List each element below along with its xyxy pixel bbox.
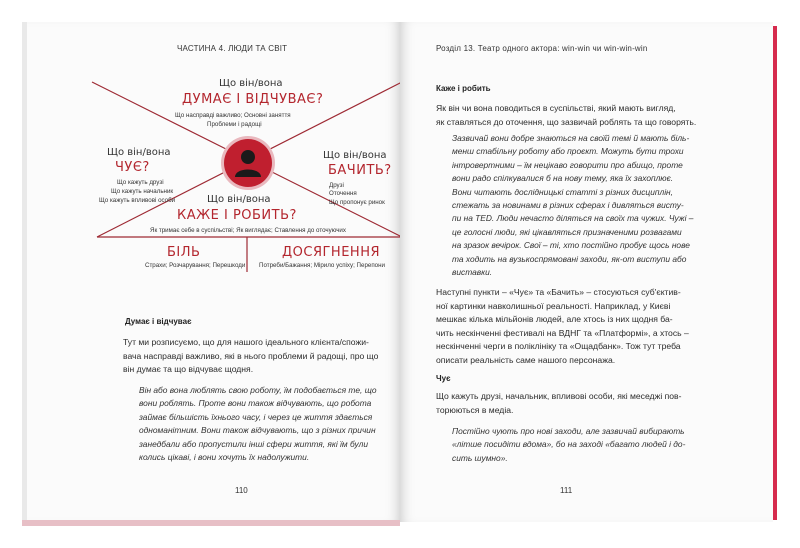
text-line: вони роблять. Проте вони також відчувають, що робота	[139, 398, 372, 409]
text-line: Постійно чують про нові заходи, але зазвичай вибирають	[452, 426, 685, 436]
hear-question: Що він/вона	[107, 147, 171, 158]
text-line: колись цікаві, і вони хочуть їх надолужити.	[139, 452, 310, 463]
see-line2: Оточення	[329, 190, 357, 197]
text-line: займає більшість їхнього часу, і через це життя здається	[139, 411, 373, 422]
pain-title: БІЛЬ	[167, 245, 201, 260]
hear-line3: Що кажуть впливові особи	[99, 197, 176, 204]
text-line: нескінченні черги в поліклініку та «Ощадбанк». Тож тут треба	[436, 341, 681, 352]
text-line: Вони читають дослідницькі статті з різних дисциплін,	[452, 186, 673, 197]
text-line: менш стабільну роботу або проєкт. Можуть бути трохи	[452, 146, 684, 157]
see-line1: Друзі	[329, 182, 344, 189]
text-line: він думає та що відчуває щодня.	[123, 364, 254, 375]
hear-body	[436, 390, 681, 417]
think-body	[123, 336, 378, 377]
text-line: мешкає кілька мільйонів людей, але хтось із них щодня ба-	[436, 314, 673, 325]
right-running-head: Розділ 13. Театр одного актора: win-win чи win-win-win	[436, 44, 648, 53]
hear-line1: Що кажуть друзі	[117, 179, 164, 186]
text-line: одноманітним. Вони також відчувають, що з різних причин	[139, 425, 376, 436]
text-line: це голосні люди, які цікавляться призначеними розвагами	[452, 226, 682, 237]
page-number-right: 111	[560, 486, 573, 495]
text-line: чить нескінченні фестивалі на ВДНГ та «Платформі», а хтось –	[436, 327, 689, 338]
right-page	[400, 22, 773, 522]
text-line: стежать за новинами в різних сферах і дивляться висту-	[452, 200, 684, 211]
say-line1: Як тримає себе в суспільстві; Як виглядає; Ставлення до оточуючих	[150, 227, 346, 234]
say-section-heading: Каже і робить	[436, 84, 491, 93]
text-line: та ходить на вузькоспрямовані заходи, як-от виступи або	[452, 253, 687, 264]
text-line: описати реальність саме нашого персонажа.	[436, 354, 616, 365]
empathy-map-diagram	[27, 22, 405, 322]
see-line3: Що пропонує ринок	[329, 199, 385, 206]
text-line: ної картинки навколишньої реальності. Наприклад, у Києві	[436, 300, 671, 311]
text-line: занедбали або пропустили інші сфери життя, які їм були	[139, 438, 368, 449]
text-line: вача насправді важливо, які в нього проблеми й радощі, про що	[123, 350, 379, 361]
think-line2: Проблеми і радощі	[207, 121, 262, 128]
text-line: як ставляться до оточення, що зазвичай роблять та що говорять.	[436, 116, 697, 127]
think-question: Що він/вона	[219, 78, 283, 89]
text-line: вони радо спілкувалися б на нову тему, яка їх захоплює.	[452, 173, 674, 184]
see-question: Що він/вона	[323, 150, 387, 161]
say-quote	[452, 132, 693, 279]
page-edge-accent	[773, 26, 777, 520]
person-icon	[224, 139, 272, 187]
think-quote	[139, 384, 376, 464]
hear-quote	[452, 425, 685, 465]
text-line: інтровертними – їм нецікаво говорити про абищо, проте	[452, 159, 683, 170]
think-line1: Що насправді важливо; Основні заняття	[175, 112, 291, 119]
left-running-head: ЧАСТИНА 4. ЛЮДИ ТА СВІТ	[177, 44, 288, 53]
text-line: виставки.	[452, 267, 493, 278]
text-line: Наступні пункти – «Чує» та «Бачить» – стосуються суб'єктив-	[436, 287, 681, 297]
left-page	[22, 22, 400, 522]
say-title: КАЖЕ І РОБИТЬ?	[177, 208, 297, 223]
text-line: Він або вона люблять свою роботу, їм подобається те, що	[139, 385, 377, 395]
text-line: Що кажуть друзі, начальник, впливові особи, які меседжі пов-	[436, 391, 682, 401]
text-line: торюються в медіа.	[436, 404, 514, 415]
think-title: ДУМАЄ І ВІДЧУВАЄ?	[182, 92, 324, 107]
pain-line1: Страхи; Розчарування; Перешкоди	[145, 262, 246, 269]
page-number-left: 110	[235, 486, 248, 495]
text-line: на зразок вечірок. Свої – ті, хто постійно пробує щось нове	[452, 240, 690, 251]
gain-title: ДОСЯГНЕННЯ	[282, 245, 380, 260]
hear-line2: Що кажуть начальник	[111, 188, 174, 195]
think-section-heading: Думає і відчуває	[125, 317, 192, 326]
say-question: Що він/вона	[207, 194, 271, 205]
text-line: Тут ми розписуємо, що для нашого ідеального клієнта/спожи-	[123, 337, 369, 347]
see-title: БАЧИТЬ?	[328, 163, 392, 178]
gain-line1: Потреби/Бажання; Мірило успіху; Перепони	[259, 262, 385, 269]
text-line: пи на TED. Люди нечасто діляться на своїх та чужих. Чужі –	[452, 213, 694, 224]
text-line: сить шумно».	[452, 452, 508, 463]
text-line: Як він чи вона поводиться в суспільстві, який мають вигляд,	[436, 103, 676, 113]
text-line: «літше посидіти вдома», бо на заході «багато людей і до-	[452, 439, 686, 450]
hear-title: ЧУЄ?	[115, 160, 150, 175]
say-body	[436, 102, 696, 129]
hear-section-heading: Чує	[436, 374, 451, 383]
page-edge-bottom	[22, 520, 400, 526]
text-line: Зазвичай вони добре знаються на своїй темі й мають біль-	[452, 133, 690, 143]
open-book	[22, 22, 778, 528]
perception-body	[436, 286, 689, 368]
